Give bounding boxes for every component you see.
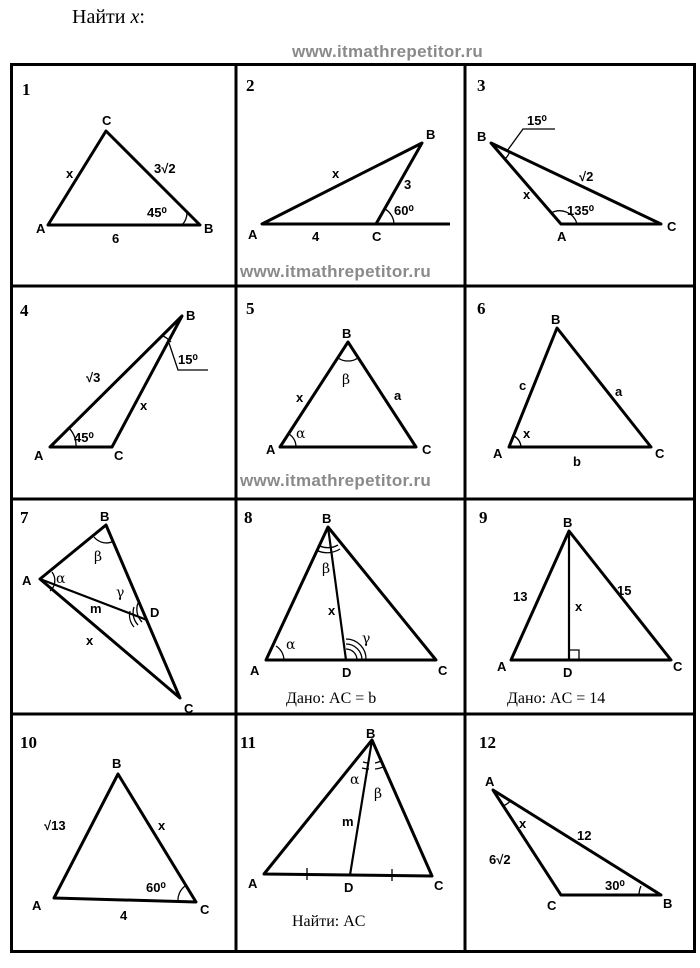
- triangle-diagram-10: [10, 714, 236, 950]
- segment-label: x: [328, 603, 336, 618]
- vertex-b: B: [426, 127, 436, 142]
- angle-label: 30⁰: [605, 878, 625, 893]
- watermark-top: www.itmathrepetitor.ru: [292, 42, 484, 61]
- problem-6: [465, 286, 696, 499]
- side-label: √3: [86, 370, 101, 385]
- side-label: x: [86, 633, 94, 648]
- triangle-diagram-8: [236, 499, 465, 714]
- side-label: x: [332, 166, 340, 181]
- triangle-diagram-2: [236, 63, 465, 286]
- triangle-diagram-11: [236, 714, 465, 950]
- side-label: x: [66, 166, 74, 181]
- side-label: x: [140, 398, 148, 413]
- vertex-a: A: [248, 227, 258, 242]
- problem-number: 4: [20, 301, 29, 320]
- side-label: 6√2: [489, 852, 511, 867]
- vertex-c: C: [438, 663, 448, 678]
- given-condition: Дано: AC = 14: [507, 690, 606, 707]
- angle-label: α: [350, 772, 360, 788]
- triangle-diagram-5: [236, 286, 465, 499]
- vertex-a: A: [266, 442, 276, 457]
- vertex-c: C: [102, 113, 112, 128]
- problem-5: [236, 286, 465, 499]
- vertex-c: C: [547, 898, 557, 913]
- problem-12: [465, 714, 696, 950]
- angle-label: x: [519, 816, 527, 831]
- side-label: 6: [112, 231, 120, 246]
- problem-number: 9: [479, 508, 488, 527]
- vertex-b: B: [322, 511, 332, 526]
- given-condition: Найти: AC: [292, 913, 366, 930]
- vertex-c: C: [655, 446, 665, 461]
- vertex-a: A: [34, 448, 44, 463]
- problem-number: 8: [244, 508, 253, 527]
- angle-label: α: [56, 571, 66, 587]
- vertex-b: B: [563, 515, 573, 530]
- problem-3: [465, 63, 696, 286]
- angle-label: 135⁰: [567, 203, 594, 218]
- vertex-b: B: [342, 326, 352, 341]
- side-label: x: [296, 390, 304, 405]
- vertex-a: A: [22, 573, 32, 588]
- triangle-diagram-7: [10, 499, 236, 714]
- vertex-b: B: [551, 312, 561, 327]
- side-label: 12: [577, 828, 592, 843]
- vertex-a: A: [250, 663, 260, 678]
- angle-label: γ: [362, 631, 371, 647]
- side-label: 15: [617, 583, 632, 598]
- angle-label: α: [296, 426, 306, 442]
- angle-label: β: [374, 786, 383, 802]
- segment-label: m: [342, 814, 354, 829]
- vertex-b: B: [204, 221, 214, 236]
- vertex-d: D: [150, 605, 160, 620]
- vertex-b: B: [112, 756, 122, 771]
- angle-label: γ: [116, 585, 125, 601]
- segment-label: x: [575, 599, 583, 614]
- problem-10: [10, 714, 236, 950]
- angle-label: 45⁰: [147, 205, 167, 220]
- vertex-d: D: [563, 665, 573, 680]
- side-label: 13: [513, 589, 528, 604]
- vertex-b: B: [477, 129, 487, 144]
- vertex-a: A: [557, 229, 567, 244]
- problem-number: 5: [246, 299, 255, 318]
- angle-label: α: [286, 637, 296, 653]
- problem-1: [10, 63, 236, 286]
- problem-4: [10, 286, 236, 499]
- side-label: 3√2: [154, 161, 176, 176]
- problem-number: 3: [477, 76, 486, 95]
- side-label: a: [615, 384, 623, 399]
- side-label: 3: [404, 177, 412, 192]
- triangle-diagram-6: [465, 286, 696, 499]
- angle-label: 45⁰: [74, 430, 94, 445]
- vertex-a: A: [493, 446, 503, 461]
- vertex-c: C: [667, 219, 677, 234]
- problem-number: 2: [246, 76, 255, 95]
- vertex-a: A: [32, 898, 42, 913]
- vertex-b: B: [100, 509, 110, 524]
- vertex-c: C: [434, 878, 444, 893]
- problem-number: 10: [20, 733, 37, 752]
- problem-9: [465, 499, 696, 714]
- side-label: x: [523, 187, 531, 202]
- angle-label: β: [94, 549, 103, 565]
- vertex-b: B: [186, 308, 196, 323]
- problem-number: 11: [240, 733, 257, 752]
- side-label: √2: [579, 169, 594, 184]
- problem-number: 12: [479, 733, 496, 752]
- problem-11: [236, 714, 465, 950]
- vertex-a: A: [485, 774, 495, 789]
- vertex-a: A: [248, 876, 258, 891]
- watermark-mid-2: www.itmathrepetitor.ru: [240, 471, 432, 490]
- triangle-diagram-9: [465, 499, 696, 714]
- problem-8: [236, 499, 465, 714]
- side-label: √13: [44, 818, 66, 833]
- vertex-d: D: [344, 880, 354, 895]
- vertex-a: A: [497, 659, 507, 674]
- side-label: 4: [120, 908, 128, 923]
- triangle-diagram-1: [10, 63, 236, 286]
- angle-label: β: [322, 561, 331, 577]
- triangle-diagram-12: [465, 714, 696, 950]
- vertex-c: C: [200, 902, 210, 917]
- side-label: x: [158, 818, 166, 833]
- angle-label: β: [342, 372, 351, 388]
- problem-number: 7: [20, 508, 29, 527]
- angle-label: x: [523, 426, 531, 441]
- side-label: a: [394, 388, 402, 403]
- segment-label: m: [90, 601, 102, 616]
- given-condition: Дано: AC = b: [286, 690, 377, 707]
- watermark-mid-1: www.itmathrepetitor.ru: [240, 262, 432, 281]
- vertex-c: C: [422, 442, 432, 457]
- vertex-d: D: [342, 665, 352, 680]
- problem-7: [10, 499, 236, 714]
- vertex-c: C: [114, 448, 124, 463]
- vertex-c: C: [184, 701, 194, 716]
- angle-label: 15⁰: [178, 352, 198, 367]
- angle-label: 15⁰: [527, 113, 547, 128]
- triangle-diagram-4: [10, 286, 236, 499]
- vertex-c: C: [372, 229, 382, 244]
- angle-label: 60⁰: [394, 203, 414, 218]
- page-title: Найти x:: [72, 6, 145, 28]
- vertex-b: B: [366, 726, 376, 741]
- problem-number: 6: [477, 299, 486, 318]
- triangle-diagram-3: [465, 63, 696, 286]
- problem-2: [236, 63, 465, 286]
- vertex-a: A: [36, 221, 46, 236]
- vertex-c: C: [673, 659, 683, 674]
- side-label: 4: [312, 229, 320, 244]
- problem-number: 1: [22, 80, 31, 99]
- vertex-b: B: [663, 896, 673, 911]
- side-label: c: [519, 378, 527, 393]
- side-label: b: [573, 454, 581, 469]
- angle-label: 60⁰: [146, 880, 166, 895]
